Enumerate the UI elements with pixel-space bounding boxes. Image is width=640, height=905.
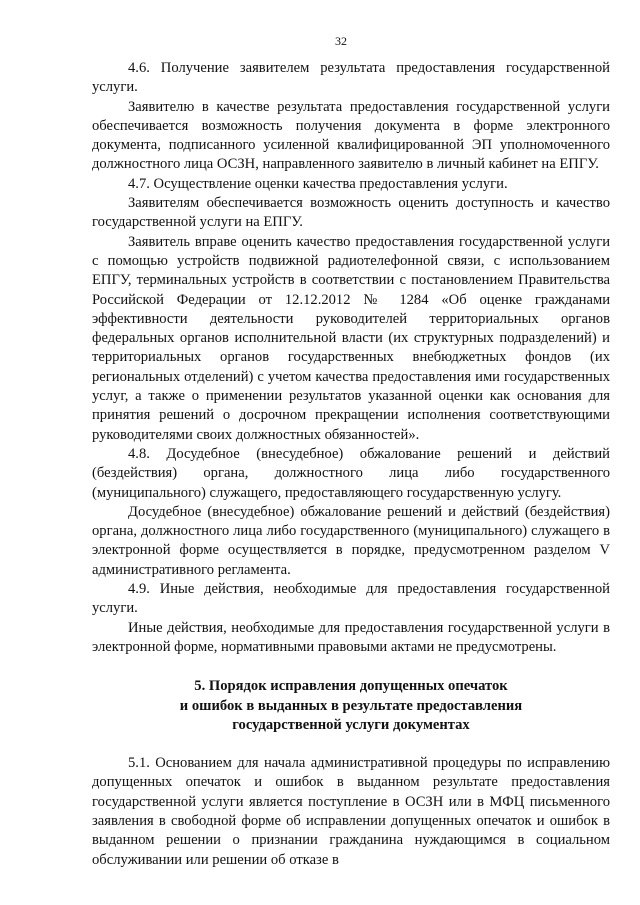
paragraph-result-electronic: Заявителю в качестве результата предоставления государственной услуги обеспечивается возможность получения документа в форме электронного документа, подписанного усиленной квалифицированной ЭП уполномоченного должностного лица ОСЗН, направленного заявителю в личный кабинет на ЕПГУ. (92, 98, 610, 173)
section-heading-line-3: государственной услуги документах (232, 716, 470, 733)
page-number: 32 (335, 34, 347, 48)
paragraph-4-6: 4.6. Получение заявителем результата предоставления государственной услуги. (92, 60, 610, 96)
paragraph-appeal-electronic: Досудебное (внесудебное) обжалование решений и действий (бездействия) органа, должностного лица либо государственного (муниципального) служащего в электронной форме осуществляется в порядке, предусмотренном разделом V административного регламента. (92, 503, 610, 578)
paragraph-other-actions: Иные действия, необходимые для предоставления государственной услуги в электронной форме, нормативными правовыми актами не предусмотрены. (92, 619, 610, 655)
paragraph-applicant-rights: Заявитель вправе оценить качество предоставления государственной услуги с помощью устройств подвижной радиотелефонной связи, с использованием ЕПГУ, терминальных устройств в соответствии с постановлением Правительства Российской Федерации от 12.12.2012 № 1284 «Об оценке гражданами эффективности деятельности руководителей территориальных органов федеральных органов исполнительной власти (их структурных подразделений) и территориальных органов государственных внебюджетных фондов (их региональных отделений) с учетом качества предоставления ими государственных услуг, а также о применении результатов указанной оценки как основания для принятия решений о досрочном прекращении исполнения соответствующими руководителями своих должностных обязанностей». (92, 233, 610, 443)
section-5-heading (92, 677, 610, 735)
paragraph-quality-assessment: Заявителям обеспечивается возможность оценить доступность и качество государственной услуги на ЕПГУ. (92, 195, 610, 231)
paragraph-5-1: 5.1. Основанием для начала административной процедуры по исправлению допущенных опечаток и ошибок в выданном результате предоставления государственной услуги является поступление в ОСЗН или в МФЦ письменного заявления в свободной форме об исправлении допущенных опечаток и ошибок в выданном решении о признании гражданина нуждающимся в социальном обслуживании или решении об отказе в (92, 755, 610, 868)
paragraph-4-8: 4.8. Досудебное (внесудебное) обжалование решений и действий (бездействия) органа, должностного лица либо государственного (муниципального) служащего, предоставляющего государственную услугу. (92, 445, 610, 501)
paragraph-4-7: 4.7. Осуществление оценки качества предоставления услуги. (128, 175, 508, 192)
section-heading-line-1: 5. Порядок исправления допущенных опечаток (194, 678, 508, 695)
paragraph-4-9: 4.9. Иные действия, необходимые для предоставления государственной услуги. (92, 581, 610, 617)
section-heading-line-2: и ошибок в выданных в результате предоставления (179, 697, 523, 714)
